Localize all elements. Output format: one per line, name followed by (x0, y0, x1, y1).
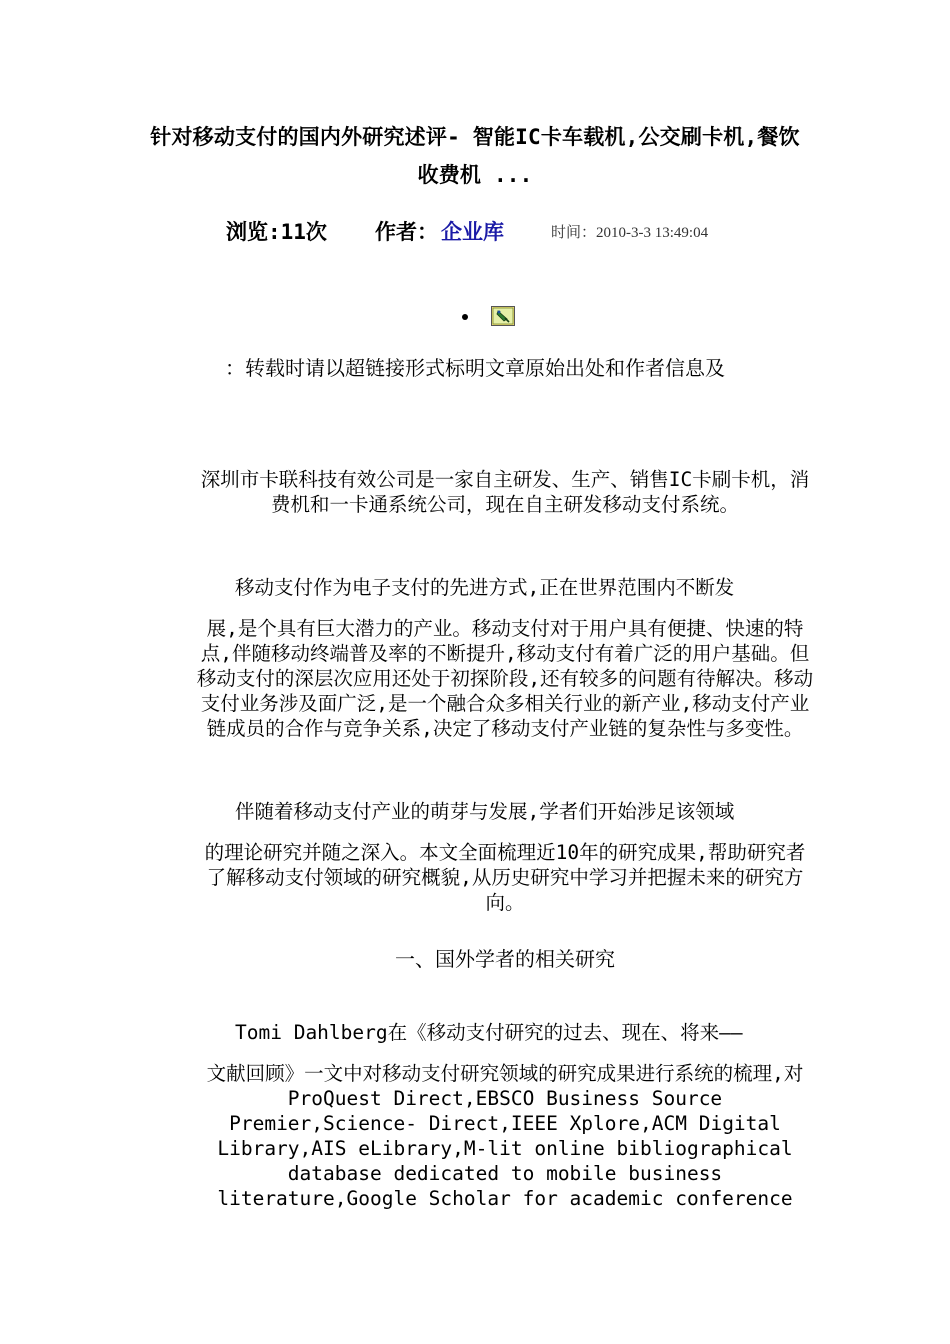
view-count: 浏览:11次 (226, 220, 327, 244)
section-heading: 一、国外学者的相关研究 (395, 947, 615, 971)
article-meta (0, 214, 950, 254)
author-label: 作者： (375, 220, 438, 244)
paragraph-2-body: 的理论研究并随之深入。本文全面梳理近10年的研究成果,帮助研究者了解移动支付领域的研究概貌,从历史研究中学习并把握未来的研究方向。 (204, 841, 806, 914)
body-paragraph-1 (195, 574, 815, 741)
paragraph-1-first-line: 移动支付作为电子支付的先进方式,正在世界范围内不断发 (235, 576, 735, 599)
body-paragraph-3 (195, 1019, 815, 1211)
paragraph-3-first-line: Tomi Dahlberg在《移动支付研究的过去、现在、将来—— (235, 1021, 743, 1044)
body-paragraph-2 (195, 798, 815, 915)
copyright-notice: ：转载时请以超链接形式标明文章原始出处和作者信息及 (225, 356, 725, 380)
paragraph-2-first-line: 伴随着移动支付产业的萌芽与发展,学者们开始涉足该领域 (235, 800, 735, 823)
company-intro-paragraph: 深圳市卡联科技有效公司是一家自主研发、生产、销售IC卡刷卡机，消费机和一卡通系统公司，现在自主研发移动支付系统。 (200, 468, 810, 516)
page-title: 针对移动支付的国内外研究述评- 智能IC卡车载机,公交刷卡机,餐饮收费机 ... (150, 125, 800, 187)
list-bullet (462, 314, 468, 320)
print-icon[interactable] (491, 306, 515, 326)
author-link[interactable]: 企业库 (441, 220, 504, 244)
paragraph-3-body: 文献回顾》一文中对移动支付研究领域的研究成果进行系统的梳理,对ProQuest Direct,EBSCO Business Source Premier,Science- Direct,IEEE Xplore,ACM Digital Library,AIS eLibrary,M-lit online bibliographical database dedicated to mobile business literature,Google Scholar for academic conference (206, 1062, 804, 1210)
paragraph-1-body: 展,是个具有巨大潜力的产业。移动支付对于用户具有便捷、快速的特点,伴随移动终端普及率的不断提升,移动支付有着广泛的用户基础。但移动支付的深层次应用还处于初探阶段,还有较多的问题有待解决。移动支付业务涉及面广泛,是一个融合众多相关行业的新产业,移动支付产业链成员的合作与竞争关系,决定了移动支付产业链的复杂性与多变性。 (196, 617, 814, 740)
publish-time: 时间：2010-3-3 13:49:04 (551, 225, 709, 241)
